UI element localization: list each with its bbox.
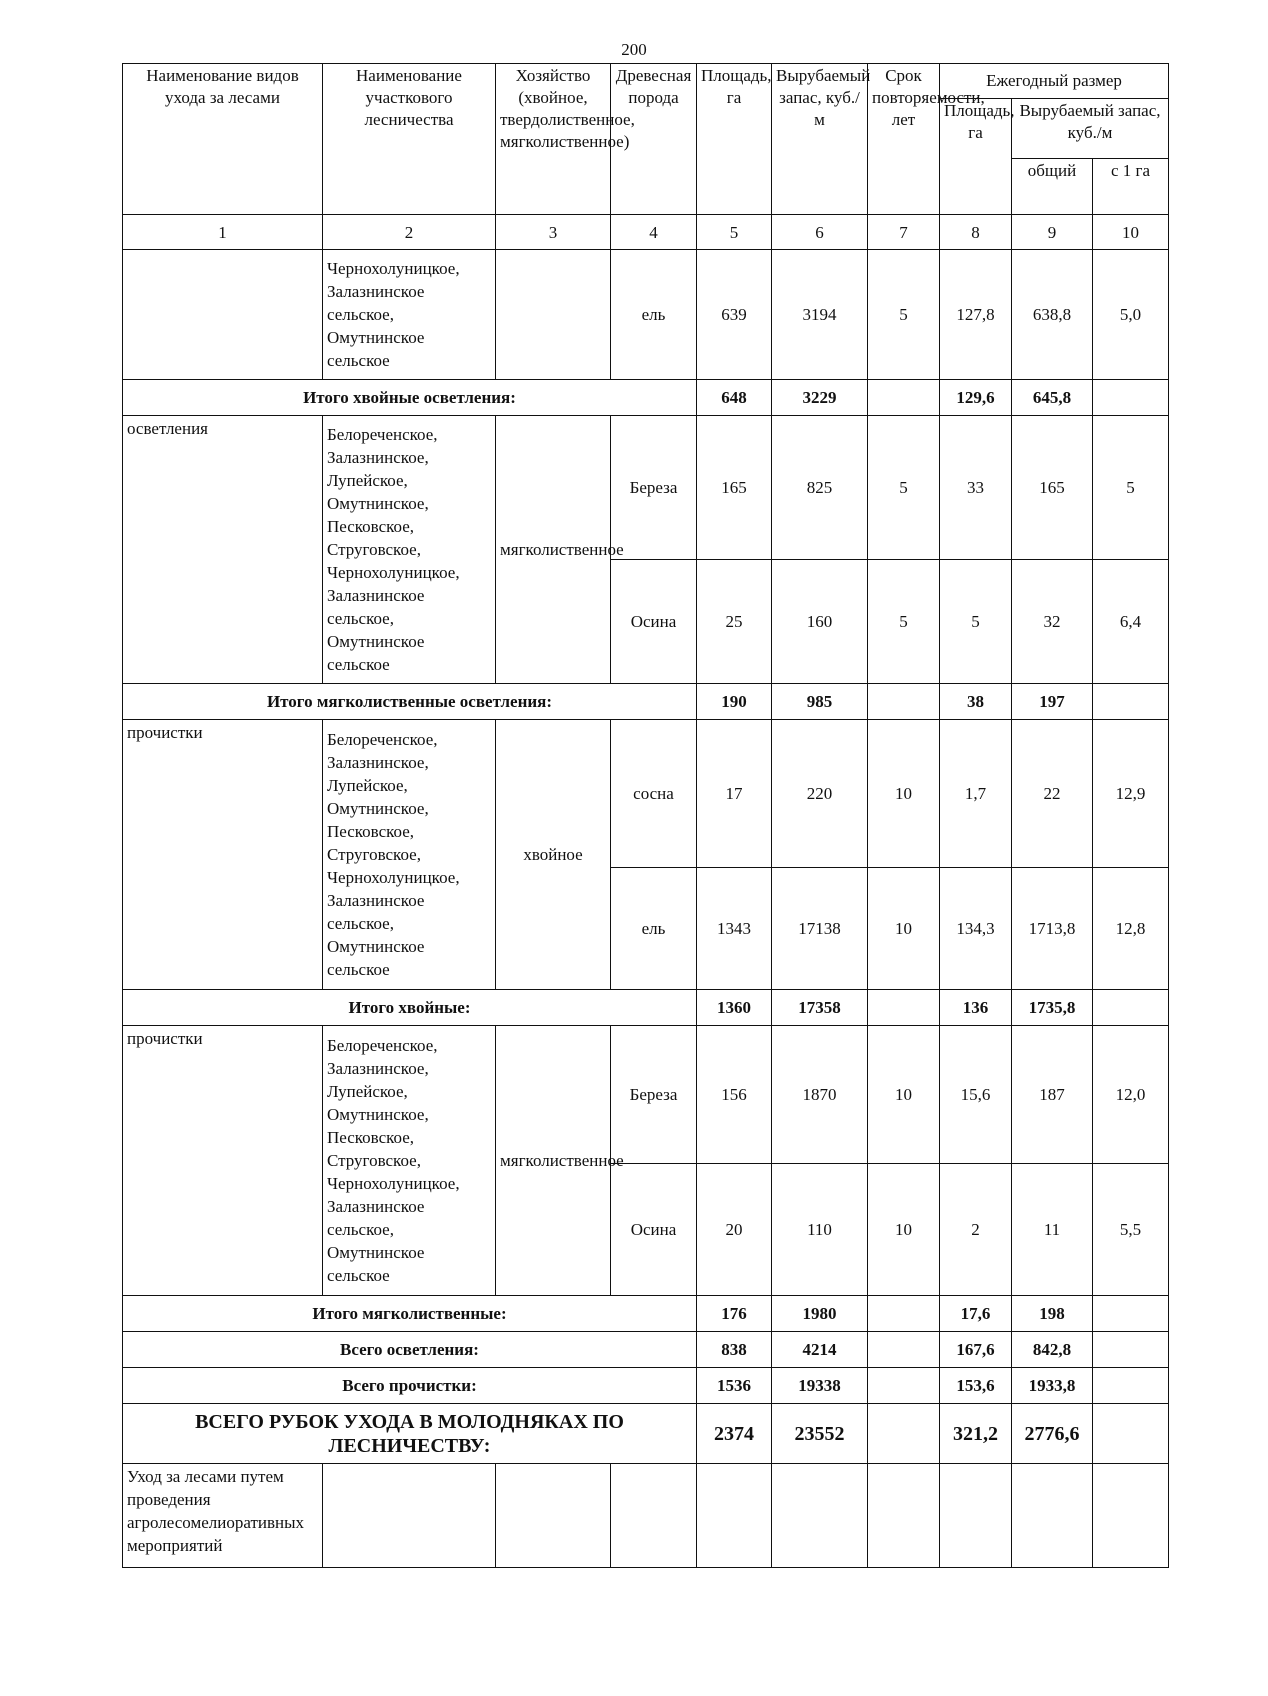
annual-area-cell: 5: [940, 560, 1012, 684]
total-label: Всего прочистки:: [123, 1368, 697, 1404]
period-cell: 10: [868, 1026, 940, 1164]
subtotal-per-ha: [1093, 684, 1169, 720]
annual-per-ha-cell: 5,5: [1093, 1164, 1169, 1296]
table-row: [123, 250, 1169, 380]
area-cell: 17: [697, 720, 772, 868]
annual-per-ha-cell: 12,9: [1093, 720, 1169, 868]
grand-total-period: [868, 1404, 940, 1464]
grand-total-annual-total: 2776,6: [1012, 1404, 1093, 1464]
period-cell: 5: [868, 250, 940, 380]
total-period: [868, 1368, 940, 1404]
annual-per-ha-cell: 12,8: [1093, 868, 1169, 990]
grand-total-row: [123, 1404, 1169, 1464]
subtotal-annual-total: 1735,8: [1012, 990, 1093, 1026]
total-annual-area: 167,6: [940, 1332, 1012, 1368]
total-label: Всего осветления:: [123, 1332, 697, 1368]
period-cell: 10: [868, 1164, 940, 1296]
stock-cell: 825: [772, 416, 868, 560]
annual-area-cell: 15,6: [940, 1026, 1012, 1164]
subtotal-stock: 1980: [772, 1296, 868, 1332]
subtotal-period: [868, 684, 940, 720]
col-number: 8: [940, 215, 1012, 250]
stock-cell: 17138: [772, 868, 868, 990]
care-type-cell: [123, 250, 323, 380]
period-cell: 5: [868, 560, 940, 684]
stock-cell: 160: [772, 560, 868, 684]
subtotal-area: 190: [697, 684, 772, 720]
header-stock: Вырубаемый запас, куб./м: [772, 64, 868, 215]
subtotal-stock: 985: [772, 684, 868, 720]
header-annual-size: Ежегодный размер: [940, 64, 1169, 99]
header-annual-area: Площадь, га: [940, 99, 1012, 215]
area-cell: 1343: [697, 868, 772, 990]
page-number: 200: [621, 40, 647, 59]
period-cell: 10: [868, 868, 940, 990]
subtotal-label: Итого хвойные осветления:: [123, 380, 697, 416]
annual-per-ha-cell: [1093, 1464, 1169, 1568]
grand-total-annual-area: 321,2: [940, 1404, 1012, 1464]
col-number: 2: [323, 215, 496, 250]
total-period: [868, 1332, 940, 1368]
subtotal-area: 648: [697, 380, 772, 416]
annual-per-ha-cell: 5,0: [1093, 250, 1169, 380]
species-cell: Осина: [611, 560, 697, 684]
species-cell: [611, 1464, 697, 1568]
forest-care-table: [122, 63, 1169, 1568]
subtotal-stock: 3229: [772, 380, 868, 416]
subtotal-label: Итого хвойные:: [123, 990, 697, 1026]
annual-total-cell: 22: [1012, 720, 1093, 868]
subtotal-annual-area: 136: [940, 990, 1012, 1026]
header-period: Срок повторяемости, лет: [868, 64, 940, 215]
annual-total-cell: [1012, 1464, 1093, 1568]
subtotal-period: [868, 380, 940, 416]
species-cell: Береза: [611, 1026, 697, 1164]
total-annual-total: 1933,8: [1012, 1368, 1093, 1404]
annual-per-ha-cell: 6,4: [1093, 560, 1169, 684]
subtotal-per-ha: [1093, 380, 1169, 416]
header-annual-total: общий: [1012, 159, 1093, 215]
stock-cell: 110: [772, 1164, 868, 1296]
subtotal-row: [123, 990, 1169, 1026]
subtotal-label: Итого мягколиственные:: [123, 1296, 697, 1332]
area-cell: 156: [697, 1026, 772, 1164]
total-stock: 19338: [772, 1368, 868, 1404]
care-type-cell: прочистки: [123, 720, 323, 990]
total-annual-area: 153,6: [940, 1368, 1012, 1404]
subtotal-row: [123, 684, 1169, 720]
annual-total-cell: 1713,8: [1012, 868, 1093, 990]
subtotal-annual-area: 17,6: [940, 1296, 1012, 1332]
area-cell: 639: [697, 250, 772, 380]
species-cell: Осина: [611, 1164, 697, 1296]
col-number: 3: [496, 215, 611, 250]
subtotal-period: [868, 990, 940, 1026]
table-row: [123, 1464, 1169, 1568]
farm-cell: [496, 250, 611, 380]
annual-per-ha-cell: 12,0: [1093, 1026, 1169, 1164]
header-forestry: Наименование участкового лесничества: [323, 64, 496, 215]
total-row: [123, 1332, 1169, 1368]
total-annual-total: 842,8: [1012, 1332, 1093, 1368]
col-number: 5: [697, 215, 772, 250]
stock-cell: [772, 1464, 868, 1568]
care-type-cell: осветления: [123, 416, 323, 684]
total-row: [123, 1368, 1169, 1404]
annual-total-cell: 187: [1012, 1026, 1093, 1164]
annual-per-ha-cell: 5: [1093, 416, 1169, 560]
col-number: 9: [1012, 215, 1093, 250]
forestry-cell: Чернохолуницкое, Залазнинское сельское, Омутнинское сельское: [323, 250, 496, 380]
period-cell: 10: [868, 720, 940, 868]
column-number-row: [123, 215, 1169, 250]
subtotal-area: 1360: [697, 990, 772, 1026]
grand-total-stock: 23552: [772, 1404, 868, 1464]
annual-total-cell: 11: [1012, 1164, 1093, 1296]
subtotal-annual-total: 645,8: [1012, 380, 1093, 416]
annual-area-cell: 1,7: [940, 720, 1012, 868]
subtotal-row: [123, 1296, 1169, 1332]
header-care-type: Наименование видов ухода за лесами: [123, 64, 323, 215]
forestry-cell: Белореченское, Залазнинское, Лупейское, Омутнинское, Песковское, Струговское, Чернохолуницкое, Залазнинское сельское, Омутнинское сельское: [323, 1026, 496, 1296]
subtotal-annual-area: 129,6: [940, 380, 1012, 416]
species-cell: сосна: [611, 720, 697, 868]
table-row: [123, 720, 1169, 868]
header-farm: Хозяйство (хвойное, твердолиственное, мягколиственное): [496, 64, 611, 215]
area-cell: 25: [697, 560, 772, 684]
period-cell: 5: [868, 416, 940, 560]
header-annual-per-ha: с 1 га: [1093, 159, 1169, 215]
annual-area-cell: 134,3: [940, 868, 1012, 990]
subtotal-area: 176: [697, 1296, 772, 1332]
col-number: 6: [772, 215, 868, 250]
stock-cell: 220: [772, 720, 868, 868]
care-type-cell: прочистки: [123, 1026, 323, 1296]
annual-total-cell: 32: [1012, 560, 1093, 684]
species-cell: ель: [611, 868, 697, 990]
annual-total-cell: 638,8: [1012, 250, 1093, 380]
subtotal-row: [123, 380, 1169, 416]
farm-cell: мягколиственное: [496, 416, 611, 684]
total-area: 1536: [697, 1368, 772, 1404]
subtotal-label: Итого мягколиственные осветления:: [123, 684, 697, 720]
period-cell: [868, 1464, 940, 1568]
forestry-cell: Белореченское, Залазнинское, Лупейское, Омутнинское, Песковское, Струговское, Чернохолуницкое, Залазнинское сельское, Омутнинское сельское: [323, 720, 496, 990]
header-annual-stock: Вырубаемый запас, куб./м: [1012, 99, 1169, 159]
grand-total-per-ha: [1093, 1404, 1169, 1464]
care-type-cell: Уход за лесами путем проведения агролесомелиоративных мероприятий: [123, 1464, 323, 1568]
total-stock: 4214: [772, 1332, 868, 1368]
stock-cell: 1870: [772, 1026, 868, 1164]
farm-cell: [496, 1464, 611, 1568]
grand-total-area: 2374: [697, 1404, 772, 1464]
header-row-1: [123, 64, 1169, 99]
table-row: [123, 416, 1169, 560]
forestry-cell: Белореченское, Залазнинское, Лупейское, Омутнинское, Песковское, Струговское, Чернохолуницкое, Залазнинское сельское, Омутнинское сельское: [323, 416, 496, 684]
stock-cell: 3194: [772, 250, 868, 380]
species-cell: Береза: [611, 416, 697, 560]
subtotal-annual-total: 197: [1012, 684, 1093, 720]
annual-area-cell: [940, 1464, 1012, 1568]
subtotal-per-ha: [1093, 990, 1169, 1026]
col-number: 1: [123, 215, 323, 250]
total-per-ha: [1093, 1368, 1169, 1404]
subtotal-stock: 17358: [772, 990, 868, 1026]
total-per-ha: [1093, 1332, 1169, 1368]
total-area: 838: [697, 1332, 772, 1368]
header-species: Древесная порода: [611, 64, 697, 215]
area-cell: 165: [697, 416, 772, 560]
annual-total-cell: 165: [1012, 416, 1093, 560]
area-cell: 20: [697, 1164, 772, 1296]
species-cell: ель: [611, 250, 697, 380]
subtotal-period: [868, 1296, 940, 1332]
annual-area-cell: 127,8: [940, 250, 1012, 380]
col-number: 4: [611, 215, 697, 250]
annual-area-cell: 33: [940, 416, 1012, 560]
farm-cell: мягколиственное: [496, 1026, 611, 1296]
grand-total-label: ВСЕГО РУБОК УХОДА В МОЛОДНЯКАХ ПО ЛЕСНИЧЕСТВУ:: [123, 1404, 697, 1464]
annual-area-cell: 2: [940, 1164, 1012, 1296]
farm-cell: хвойное: [496, 720, 611, 990]
subtotal-per-ha: [1093, 1296, 1169, 1332]
subtotal-annual-total: 198: [1012, 1296, 1093, 1332]
area-cell: [697, 1464, 772, 1568]
forestry-cell: [323, 1464, 496, 1568]
col-number: 7: [868, 215, 940, 250]
subtotal-annual-area: 38: [940, 684, 1012, 720]
header-area: Площадь, га: [697, 64, 772, 215]
table-row: [123, 1026, 1169, 1164]
col-number: 10: [1093, 215, 1169, 250]
